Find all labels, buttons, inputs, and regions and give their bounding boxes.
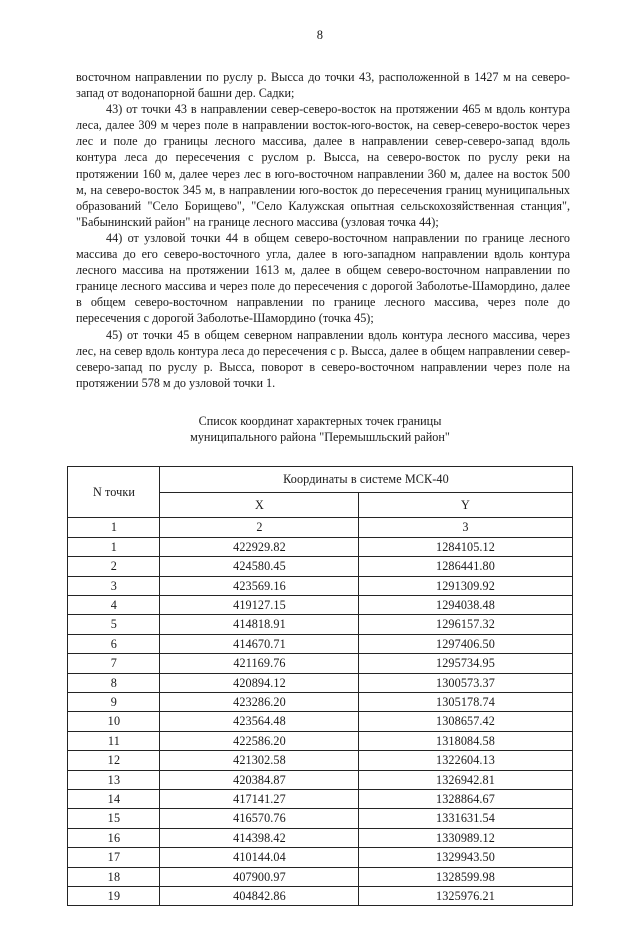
cell-coordinate-x: 414398.42: [160, 828, 359, 847]
cell-coordinate-x: 417141.27: [160, 789, 359, 808]
cell-point-number: 3: [68, 576, 160, 595]
table-row: [68, 654, 572, 673]
table-row: [68, 537, 572, 556]
cell-point-number: 18: [68, 867, 160, 886]
cell-point-number: 9: [68, 692, 160, 711]
table-row: [68, 848, 572, 867]
cell-point-number: 2: [68, 557, 160, 576]
page-number: 8: [316, 28, 324, 42]
cell-coordinate-y: 1294038.48: [359, 595, 572, 614]
table-numbering-row: [68, 518, 572, 537]
numbering-cell-3: 3: [359, 518, 572, 537]
cell-point-number: 8: [68, 673, 160, 692]
cell-coordinate-x: 407900.97: [160, 867, 359, 886]
cell-point-number: 4: [68, 595, 160, 614]
table-row: [68, 751, 572, 770]
numbering-cell-1: 1: [68, 518, 160, 537]
table-row: [68, 634, 572, 653]
column-header-y: Y: [359, 493, 572, 518]
cell-coordinate-x: 419127.15: [160, 595, 359, 614]
column-header-x: X: [160, 493, 359, 518]
body-text-block: [76, 43, 570, 391]
cell-point-number: 6: [68, 634, 160, 653]
table-title-line-1: Список координат характерных точек границы: [198, 413, 442, 428]
cell-coordinate-x: 410144.04: [160, 848, 359, 867]
table-title-line-2: муниципального района "Перемышльский район": [190, 430, 450, 445]
table-row: [68, 557, 572, 576]
cell-coordinate-y: 1328864.67: [359, 789, 572, 808]
paragraph-item-45: 45) от точки 45 в общем северном направлении вдоль контура лесного массива, через лес, на север вдоль контура леса до пересечения с р. Высса, далее в общем направлении север-северо-запад по руслу р. Высса, поворот в северо-восточном направлении через поле на протяжении 578 м до узловой точки 1.: [76, 327, 570, 390]
cell-coordinate-x: 423564.48: [160, 712, 359, 731]
table-row: [68, 692, 572, 711]
paragraph-item-44: 44) от узловой точки 44 в общем северо-восточном направлении по границе лесного массива до его северо-восточного угла, далее в юго-западном направлении вдоль контура лесного массива на протяжении 1613 м, далее в общем северо-восточном направлении по границе лесного массива и через поле до пересечения с дорогой Заболотье-Шамордино, далее в общем северо-восточном направлении по границе лесного массива, через поле до пересечения с дорогой Заболотье-Шамордино (точка 45);: [76, 230, 570, 326]
cell-coordinate-x: 422586.20: [160, 731, 359, 750]
cell-point-number: 16: [68, 828, 160, 847]
cell-coordinate-y: 1295734.95: [359, 654, 572, 673]
cell-point-number: 19: [68, 887, 160, 906]
cell-point-number: 11: [68, 731, 160, 750]
cell-coordinate-y: 1330989.12: [359, 828, 572, 847]
table-row: [68, 673, 572, 692]
cell-coordinate-y: 1300573.37: [359, 673, 572, 692]
cell-point-number: 13: [68, 770, 160, 789]
cell-coordinate-y: 1328599.98: [359, 867, 572, 886]
cell-point-number: 15: [68, 809, 160, 828]
cell-coordinate-x: 423569.16: [160, 576, 359, 595]
cell-coordinate-y: 1284105.12: [359, 537, 572, 556]
cell-coordinate-y: 1318084.58: [359, 731, 572, 750]
cell-coordinate-x: 421302.58: [160, 751, 359, 770]
cell-coordinate-y: 1297406.50: [359, 634, 572, 653]
cell-coordinate-y: 1322604.13: [359, 751, 572, 770]
cell-coordinate-x: 421169.76: [160, 654, 359, 673]
table-row: [68, 731, 572, 750]
cell-coordinate-y: 1296157.32: [359, 615, 572, 634]
cell-coordinate-x: 420384.87: [160, 770, 359, 789]
table-row: [68, 789, 572, 808]
table-row: [68, 809, 572, 828]
column-header-coordinate-group: Координаты в системе МСК-40: [160, 467, 572, 493]
table-row: [68, 615, 572, 634]
paragraph-item-43: 43) от точки 43 в направлении север-северо-восток на протяжении 465 м вдоль контура леса, далее 309 м через поле в направлении восток-юго-восток, на север-северо-восток через лес и поле до границы лесного массива, далее в направлении север-северо-запад вдоль контура леса до пересечения с руслом р. Высса, на северо-восток по руслу реки на протяжении 160 м, далее через лес в юго-восточном направлении 360 м, далее на восток 500 м, на северо-восток 345 м, в направлении юго-восток до пересечения границ муниципальных образований "Село Борищево", "Село Калужская опытная сельскохозяйственная станция", "Бабынинский район" на границе лесного массива (узловая точка 44);: [76, 102, 570, 229]
cell-point-number: 5: [68, 615, 160, 634]
cell-coordinate-x: 424580.45: [160, 557, 359, 576]
table-row: [68, 867, 572, 886]
cell-coordinate-y: 1326942.81: [359, 770, 572, 789]
paragraph-continuation: восточном направлении по руслу р. Высса до точки 43, расположенной в 1427 м на северо-запад от водонапорной башни дер. Садки;: [76, 70, 570, 101]
cell-coordinate-x: 422929.82: [160, 537, 359, 556]
cell-point-number: 7: [68, 654, 160, 673]
cell-coordinate-x: 420894.12: [160, 673, 359, 692]
cell-coordinate-y: 1308657.42: [359, 712, 572, 731]
table-row: [68, 887, 572, 906]
cell-coordinate-x: 423286.20: [160, 692, 359, 711]
cell-coordinate-y: 1305178.74: [359, 692, 572, 711]
table-row: [68, 828, 572, 847]
cell-coordinate-x: 404842.86: [160, 887, 359, 906]
cell-point-number: 14: [68, 789, 160, 808]
table-title: [0, 413, 640, 445]
cell-point-number: 17: [68, 848, 160, 867]
cell-coordinate-y: 1329943.50: [359, 848, 572, 867]
cell-point-number: 1: [68, 537, 160, 556]
table-row: [68, 770, 572, 789]
document-page: [0, 28, 640, 933]
cell-coordinate-y: 1331631.54: [359, 809, 572, 828]
cell-point-number: 10: [68, 712, 160, 731]
table-body: [68, 518, 572, 906]
column-header-point-number: N точки: [68, 467, 160, 518]
cell-coordinate-x: 414818.91: [160, 615, 359, 634]
table-row: [68, 595, 572, 614]
table-header-row-1: [68, 467, 572, 493]
table-header: [68, 467, 572, 518]
cell-point-number: 12: [68, 751, 160, 770]
table-row: [68, 576, 572, 595]
table-row: [68, 712, 572, 731]
cell-coordinate-y: 1325976.21: [359, 887, 572, 906]
numbering-cell-2: 2: [160, 518, 359, 537]
cell-coordinate-x: 416570.76: [160, 809, 359, 828]
cell-coordinate-x: 414670.71: [160, 634, 359, 653]
coordinates-table: [67, 466, 572, 906]
cell-coordinate-y: 1291309.92: [359, 576, 572, 595]
cell-coordinate-y: 1286441.80: [359, 557, 572, 576]
